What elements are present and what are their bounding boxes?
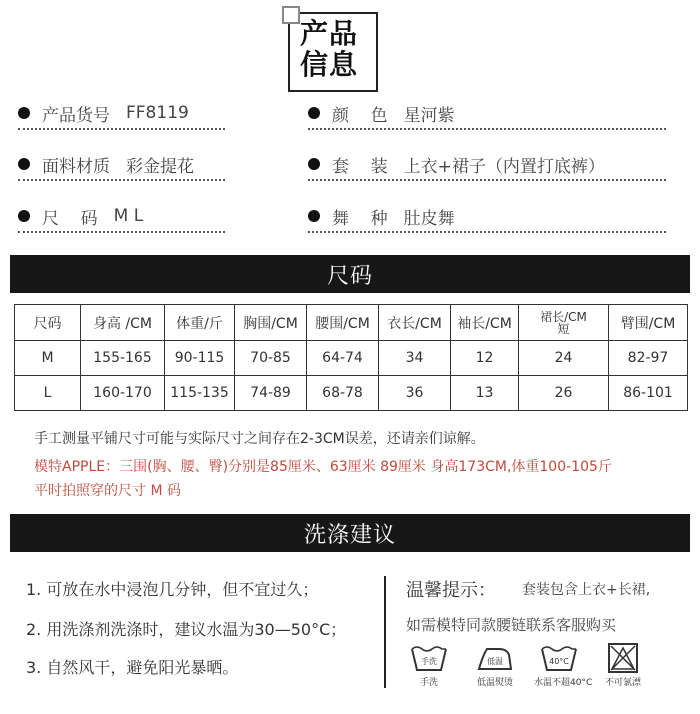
water-temp-icon [534,643,593,688]
bullet-icon [18,107,30,119]
table-header-cell-skirt [519,305,609,341]
table-cell: 74-89 [235,376,307,411]
table-header-cell: 衣长/CM [379,305,451,341]
table-cell: M [15,341,81,376]
hand-wash-icon [404,643,454,688]
table-cell: 155-165 [81,341,165,376]
table-header-cell: 身高 /CM [81,305,165,341]
info-size [18,201,225,233]
measurement-note: 手工测量平铺尺寸可能与实际尺寸之间存在2-3CM误差，还请亲们谅解。 [34,431,485,447]
wash-section-header: 洗涤建议 [10,514,690,552]
info-set [308,149,666,181]
model-info-line1: 模特APPLE：三围(胸、腰、臀)分别是85厘米、63厘米 89厘米 身高173CM,体重100-105斤 [34,459,612,475]
info-label: 套 装 [332,156,388,177]
care-caption: 手洗 [419,678,438,688]
table-cell: 68-78 [307,376,379,411]
table-cell: 26 [519,376,609,411]
low-iron-icon [470,643,520,688]
info-value: FF8119 [126,103,189,123]
bullet-icon [308,210,320,222]
info-label: 面料材质 [42,156,110,177]
info-dance [308,201,666,233]
table-header-cell: 尺码 [15,305,81,341]
table-header-cell: 袖长/CM [451,305,519,341]
info-fabric [18,149,225,181]
size-section-header: 尺码 [10,255,690,293]
title-corner-decoration [282,6,300,24]
tip-line-1: 套装包含上衣+长裙, [522,582,651,598]
table-header-row [15,305,688,341]
table-row [15,376,688,411]
info-value: 星河紫 [403,105,455,126]
info-value: 彩金提花 [126,156,194,177]
wash-tip-2: 2. 用洗涤剂洗涤时，建议水温为30—50°C； [26,620,347,639]
info-value: 上衣+裙子（内置打底裤） [403,156,605,177]
table-row [15,341,688,376]
info-label: 尺 码 [42,208,98,229]
table-header-cell: 臂围/CM [609,305,688,341]
vertical-divider [384,576,386,688]
table-cell: 115-135 [165,376,235,411]
table-cell: 12 [451,341,519,376]
care-caption: 不可氯漂 [604,678,641,688]
table-cell: 13 [451,376,519,411]
hand-wash-icon-text: 手洗 [421,657,437,666]
table-cell: 90-115 [165,341,235,376]
table-cell: L [15,376,81,411]
care-caption: 低温熨烫 [476,678,513,688]
low-iron-icon-text: 低温 [487,657,503,666]
skirt-header-label: 裙长/CM [540,309,587,324]
table-cell: 64-74 [307,341,379,376]
info-label: 颜 色 [332,105,388,126]
tip-line-2: 如需模特同款腰链联系客服购买 [406,616,617,634]
info-item-no [18,98,225,130]
bullet-icon [308,107,320,119]
size-table [14,304,688,411]
table-cell: 34 [379,341,451,376]
info-value: M L [113,206,144,226]
bullet-icon [18,210,30,222]
bullet-icon [18,158,30,170]
table-cell: 36 [379,376,451,411]
table-cell: 70-85 [235,341,307,376]
info-label: 舞 种 [332,208,388,229]
table-cell: 82-97 [609,341,688,376]
info-color [308,98,666,130]
table-header-cell: 胸围/CM [235,305,307,341]
info-label: 产品货号 [42,105,110,126]
care-caption: 水温不超40°C [534,678,593,688]
wash-tip-3: 3. 自然风干，避免阳光暴晒。 [26,658,239,677]
water-temp-icon-text: 40°C [549,657,569,666]
page-title: 产品信息 [300,17,359,81]
bullet-icon [308,158,320,170]
model-info-line2: 平时拍照穿的尺寸 M 码 [34,483,181,499]
tip-title: 温馨提示： [406,580,496,601]
table-cell: 24 [519,341,609,376]
table-cell: 160-170 [81,376,165,411]
info-value: 肚皮舞 [403,208,455,229]
no-bleach-icon [598,643,648,688]
wash-tip-1: 1. 可放在水中浸泡几分钟，但不宜过久； [26,580,319,599]
table-header-cell: 体重/斤 [165,305,235,341]
table-cell: 86-101 [609,376,688,411]
skirt-header-note: 短 [557,321,570,336]
table-header-cell: 腰围/CM [307,305,379,341]
